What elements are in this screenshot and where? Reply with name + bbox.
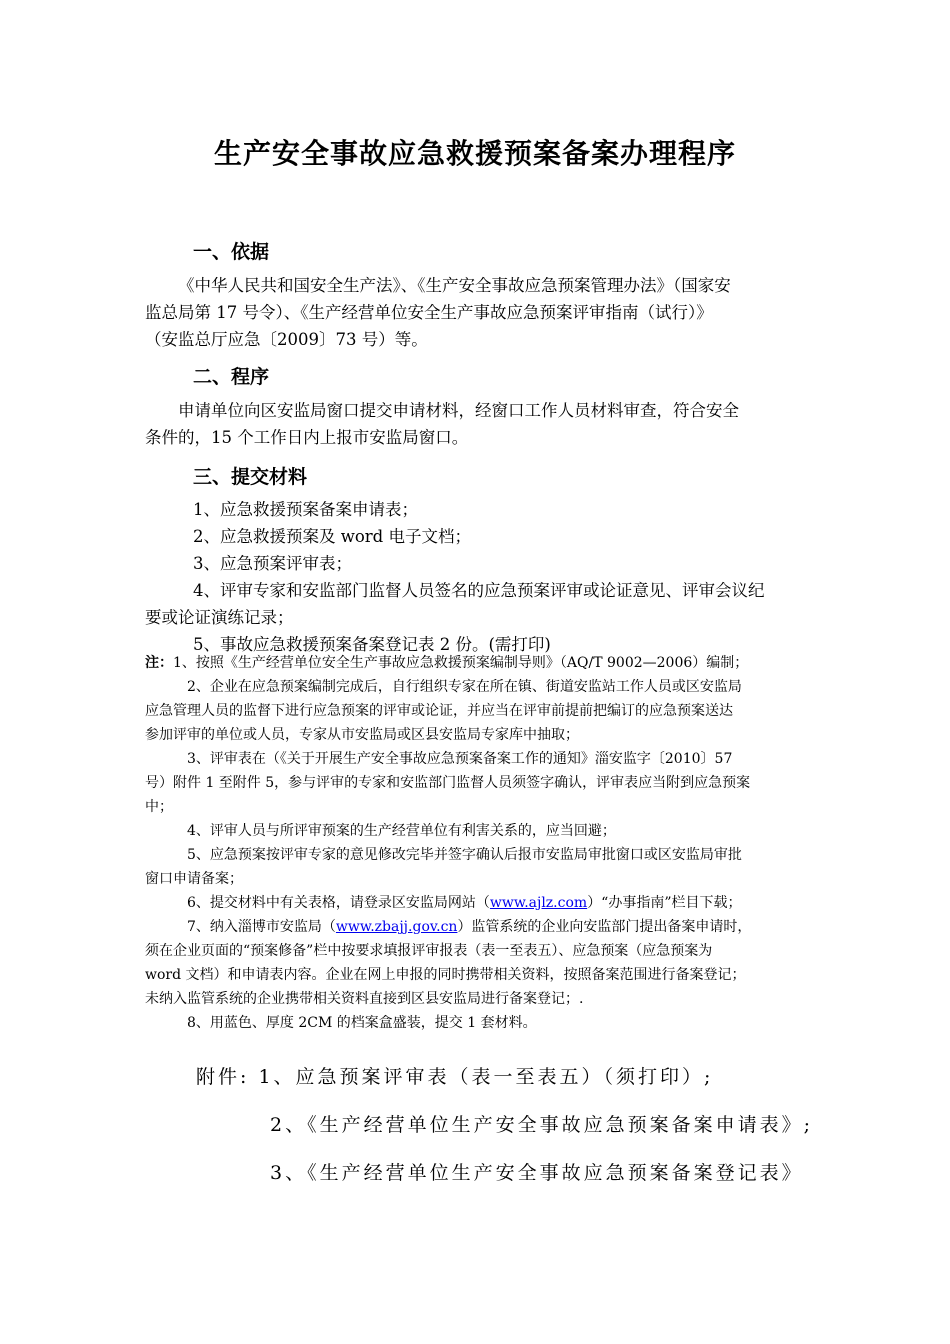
section-heading-procedure: 二、程序 bbox=[193, 366, 270, 388]
note-5: 5、应急预案按评审专家的意见修改完毕并签字确认后报市安监局审批窗口或区安监局审批 bbox=[187, 847, 742, 863]
note-2: 应急管理人员的监督下进行应急预案的评审或论证，并应当在评审前提前把编订的应急预案送达 bbox=[145, 703, 733, 719]
basis-line: （安监总厅应急〔2009〕73 号）等。 bbox=[145, 330, 428, 349]
note-7: 须在企业页面的“预案修备”栏中按要求填报评审报表（表一至表五）、应急预案（应急预案为 bbox=[145, 943, 713, 959]
note-3: 中； bbox=[145, 799, 173, 815]
note-3: 3、评审表在（《关于开展生产安全事故应急预案备案工作的通知》淄安监字〔2010〕57 bbox=[187, 751, 733, 767]
note-6-text: 6、提交材料中有关表格，请登录区安监局网站（ bbox=[187, 895, 490, 911]
note-6-text: ）“办事指南”栏目下载； bbox=[587, 895, 742, 911]
note-4: 4、评审人员与所评审预案的生产经营单位有利害关系的，应当回避； bbox=[187, 823, 616, 839]
notes-label: 注： bbox=[145, 655, 173, 671]
procedure-paragraph bbox=[145, 397, 860, 451]
attachment-2: 2、《生产经营单位生产安全事故应急预案备案申请表》; bbox=[270, 1114, 813, 1136]
note-2: 参加评审的单位或人员，专家从市安监局或区县安监局专家库中抽取； bbox=[145, 727, 579, 743]
note-7 bbox=[145, 915, 860, 939]
note-2: 2、企业在应急预案编制完成后，自行组织专家在所在镇、街道安监站工作人员或区安监局 bbox=[187, 679, 742, 695]
section-heading-materials: 三、提交材料 bbox=[193, 466, 308, 488]
basis-line: 《中华人民共和国安全生产法》、《生产安全事故应急预案管理办法》（国家安 bbox=[178, 276, 731, 295]
basis-line: 监总局第 17 号令）、《生产经营单位安全生产事故应急预案评审指南（试行）》 bbox=[145, 303, 713, 322]
document-title: 生产安全事故应急救援预案备案办理程序 bbox=[213, 137, 736, 170]
material-item: 1、应急救援预案备案申请表； bbox=[193, 500, 418, 519]
note-1: 1、按照《生产经营单位安全生产事故应急救援预案编制导则》（AQ/T 9002—2006）编制； bbox=[173, 655, 749, 671]
material-item: 5、事故应急救援预案备案登记表 2 份。(需打印) bbox=[193, 635, 551, 654]
material-item: 4、评审专家和安监部门监督人员签名的应急预案评审或论证意见、评审会议纪 bbox=[193, 581, 765, 600]
note-6 bbox=[145, 891, 860, 915]
materials-list bbox=[145, 496, 860, 658]
zbajj-website-link[interactable]: www.zbajj.gov.cn bbox=[335, 919, 458, 935]
procedure-line: 申请单位向区安监局窗口提交申请材料，经窗口工作人员材料审查，符合安全 bbox=[178, 401, 739, 420]
attachment-3: 3、《生产经营单位生产安全事故应急预案备案登记表》 bbox=[270, 1162, 804, 1184]
note-7: word 文档）和申请表内容。企业在网上申报的同时携带相关资料，按照备案范围进行备案登记； bbox=[145, 967, 746, 983]
note-7: 未纳入监管系统的企业携带相关资料直接到区县安监局进行备案登记；. bbox=[145, 991, 584, 1007]
procedure-line: 条件的，15 个工作日内上报市安监局窗口。 bbox=[145, 428, 469, 447]
notes-block bbox=[145, 651, 860, 1035]
note-8: 8、用蓝色、厚度 2CM 的档案盒盛装，提交 1 套材料。 bbox=[187, 1015, 537, 1031]
material-item: 3、应急预案评审表； bbox=[193, 554, 352, 573]
note-7-text: 7、纳入淄博市安监局（ bbox=[187, 919, 336, 935]
material-item: 2、应急救援预案及 word 电子文档； bbox=[193, 527, 471, 546]
section-heading-basis: 一、依据 bbox=[193, 241, 270, 263]
note-5: 窗口申请备案； bbox=[145, 871, 243, 887]
basis-paragraph bbox=[145, 272, 860, 353]
note-7-text: ）监管系统的企业向安监部门提出备案申请时， bbox=[457, 919, 752, 935]
material-item: 要或论证演练记录； bbox=[145, 608, 294, 627]
note-3: 号）附件 1 至附件 5，参与评审的专家和安监部门监督人员须签字确认，评审表应当附到应急预案 bbox=[145, 775, 751, 791]
attachment-1: 附件: 1、应急预案评审表（表一至表五）（须打印）; bbox=[196, 1066, 714, 1088]
ajlz-website-link[interactable]: www.ajlz.com bbox=[489, 895, 588, 911]
